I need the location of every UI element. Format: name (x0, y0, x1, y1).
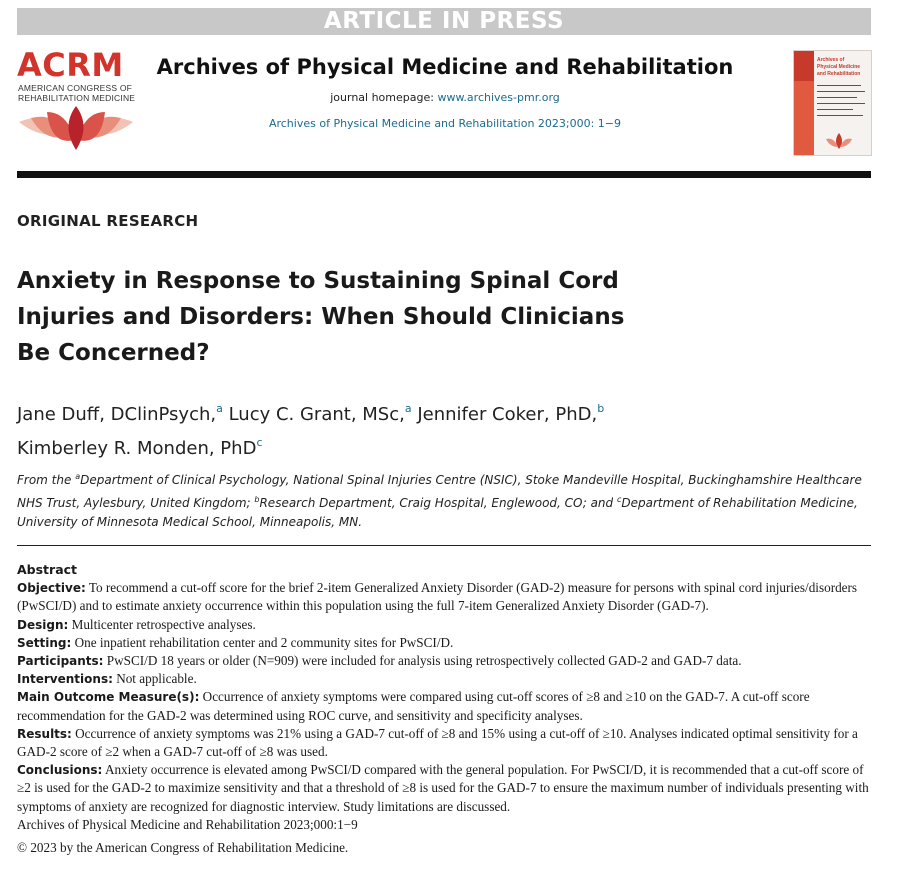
article-title-line: Injuries and Disorders: When Should Clinicians (17, 304, 625, 330)
abstract-objective (17, 579, 873, 615)
homepage-label: journal homepage: (330, 91, 434, 104)
cover-toc-line (817, 97, 857, 98)
affiliation-sup-b: b (254, 495, 260, 504)
abstract-conclusions (17, 761, 873, 816)
cover-toc-line (817, 103, 865, 104)
journal-title[interactable]: Archives of Physical Medicine and Rehabilitation (156, 55, 734, 79)
abstract-label: Setting: (17, 635, 72, 650)
article-in-press-banner: ARTICLE IN PRESS (17, 8, 871, 35)
cover-lotus-icon (824, 131, 854, 151)
acrm-logo-subtitle-line1: AMERICAN CONGRESS OF (18, 83, 133, 93)
abstract (17, 561, 873, 857)
abstract-results (17, 725, 873, 761)
cover-title-line3: and Rehabilitation (817, 71, 861, 77)
abstract-label: Participants: (17, 654, 104, 669)
affiliation-c: Department of Rehabilitation Medicine, University of Minnesota Medical School, Minneapolis, MN. (17, 496, 858, 529)
author-name[interactable]: Kimberley R. Monden, PhD (17, 438, 257, 459)
abstract-label: Main Outcome Measure(s): (17, 690, 200, 705)
cover-toc-line (817, 109, 853, 110)
abstract-text: Anxiety occurrence is elevated among PwSCI/D compared with the general population. For PwSCI/D, it is recommended that a cut-off score of ≥2 is used for the GAD-2 to maximize sensitivity and that a threshold of ≥8 is used for the GAD-7 to ensure the maximum number of individuals presenting with symptoms of anxiety are recognized for diagnostic interview. Study limitations are discussed. (17, 762, 869, 814)
abstract-label: Objective: (17, 581, 86, 596)
abstract-main-outcome (17, 688, 873, 724)
header-rule (17, 171, 871, 178)
abstract-citation: Archives of Physical Medicine and Rehabilitation 2023;000:1−9 (17, 816, 358, 832)
lotus-icon (17, 106, 135, 156)
affiliation-a: Department of Clinical Psychology, National Spinal Injuries Centre (NSIC), Stoke Mandeville Hospital, Buckinghamshire Healthcare NHS Trust, Aylesbury, United Kingdom; (17, 473, 862, 510)
cover-side-bar-top (794, 51, 814, 81)
author-affiliation-sup[interactable]: a (404, 402, 412, 415)
abstract-text: Occurrence of anxiety symptoms was 21% using a GAD-7 cut-off of ≥8 and 15% using a cut-off of ≥10. Analyses indicated optimal sensitivity for a GAD-2 score of ≥2 when a GAD-7 cut-off of ≥8 was used. (17, 725, 858, 760)
acrm-logo[interactable] (17, 48, 137, 158)
abstract-label: Design: (17, 617, 69, 632)
abstract-label: Results: (17, 726, 72, 741)
affiliation-sup-a: a (75, 472, 81, 481)
abstract-label: Interventions: (17, 672, 113, 687)
affiliation-from: From the (17, 473, 72, 487)
abstract-design (17, 616, 873, 634)
author-list (17, 395, 717, 463)
cover-title-line2: Physical Medicine (817, 64, 861, 70)
affiliations (17, 467, 877, 532)
journal-citation[interactable]: Archives of Physical Medicine and Rehabilitation 2023;000: 1−9 (268, 117, 622, 130)
abstract-participants (17, 652, 873, 670)
acrm-logo-subtitle (18, 83, 138, 103)
affiliation-sup-c: c (616, 495, 622, 504)
author-name[interactable]: Jennifer Coker, PhD, (417, 404, 598, 425)
article-type-label: ORIGINAL RESEARCH (17, 212, 199, 230)
abstract-text: Multicenter retrospective analyses. (71, 616, 256, 632)
abstract-text: To recommend a cut-off score for the brief 2-item Generalized Anxiety Disorder (GAD-2) measure for persons with spinal cord injuries/disorders (PwSCI/D) and to estimate anxiety occurrence within this population using the full 7-item Generalized Anxiety Disorder (GAD-7). (17, 580, 858, 614)
author-affiliation-sup[interactable]: b (597, 402, 605, 415)
author-affiliation-sup[interactable]: a (216, 402, 223, 415)
journal-cover-thumbnail[interactable] (793, 50, 872, 156)
journal-homepage (140, 91, 750, 104)
cover-toc-line (817, 115, 863, 116)
abstract-heading: Abstract (17, 562, 78, 577)
acrm-logo-text: ACRM (17, 46, 124, 84)
abstract-label: Conclusions: (17, 763, 103, 778)
author-name[interactable]: Jane Duff, DClinPsych, (17, 404, 217, 425)
article-title-line: Be Concerned? (17, 340, 210, 366)
abstract-text: One inpatient rehabilitation center and 2 community sites for PwSCI/D. (74, 634, 454, 650)
article-title-line: Anxiety in Response to Sustaining Spinal Cord (17, 268, 619, 294)
article-title (17, 263, 657, 371)
abstract-interventions (17, 670, 873, 688)
abstract-text: Not applicable. (116, 671, 197, 687)
copyright-notice: © 2023 by the American Congress of Rehabilitation Medicine. (17, 840, 349, 856)
abstract-rule (17, 545, 871, 546)
cover-title-line1: Archives of (817, 57, 845, 63)
abstract-setting (17, 634, 873, 652)
abstract-text: PwSCI/D 18 years or older (N=909) were included for analysis using retrospectively collected GAD-2 and GAD-7 data. (106, 653, 742, 669)
cover-toc-line (817, 91, 865, 92)
cover-toc-line (817, 85, 861, 86)
acrm-logo-subtitle-line2: REHABILITATION MEDICINE (18, 93, 136, 103)
author-affiliation-sup[interactable]: c (256, 436, 263, 449)
abstract-text: Occurrence of anxiety symptoms were compared using cut-off scores of ≥8 and ≥10 on the GAD-7. A cut-off score recommendation for the GAD-2 was determined using ROC curve, and sensitivity and specificity analyses. (17, 689, 810, 723)
affiliation-b: Research Department, Craig Hospital, Englewood, CO; and (259, 496, 614, 510)
author-name[interactable]: Lucy C. Grant, MSc, (228, 404, 405, 425)
homepage-link[interactable]: www.archives-pmr.org (437, 91, 560, 104)
